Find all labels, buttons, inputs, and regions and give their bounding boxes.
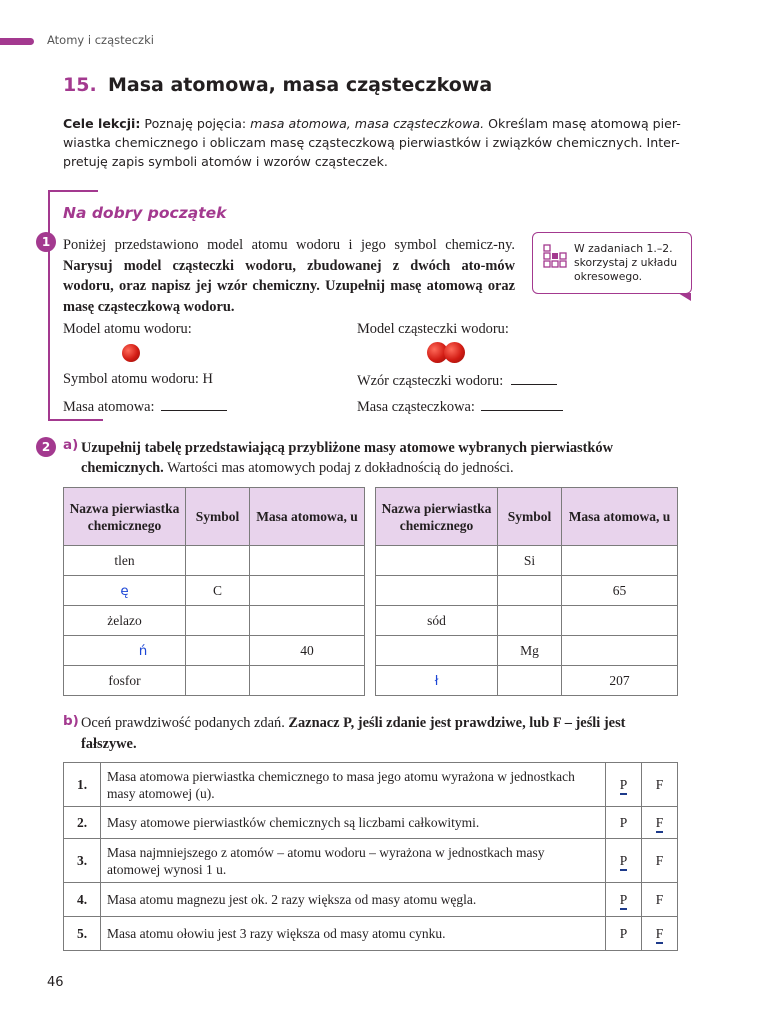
header-mass: Masa atomowa, u	[250, 488, 365, 546]
left-cell-name[interactable]: ń	[64, 636, 186, 666]
right-cell-name[interactable]	[376, 576, 498, 606]
left-cell-name[interactable]: żelazo	[64, 606, 186, 636]
right-cell-symbol[interactable]: Mg	[498, 636, 562, 666]
statement-text: Masa najmniejszego z atomów – atomu wodoru – wyrażona w jednostkach masy atomowej wynosi 1 u.	[101, 839, 606, 883]
formula-label: Wzór cząsteczki wodoru:	[357, 373, 504, 389]
statement-text: Masa atomowa pierwiastka chemicznego to masa jego atomu wyrażona w jednostkach masy atomowej (u).	[101, 763, 606, 807]
statement-option-p[interactable]	[606, 883, 642, 917]
true-false-table	[63, 762, 678, 951]
statement-number: 4.	[64, 883, 101, 917]
atomic-mass-answer-line[interactable]	[161, 397, 227, 411]
statement-row	[64, 807, 678, 839]
statement-text: Masy atomowe pierwiastków chemicznych są liczbami całkowitymi.	[101, 807, 606, 839]
left-cell-mass[interactable]	[250, 576, 365, 606]
right-cell-mass[interactable]	[562, 606, 678, 636]
left-row	[64, 606, 365, 636]
statement-number: 2.	[64, 807, 101, 839]
formula-row	[357, 371, 557, 390]
right-cell-symbol[interactable]	[498, 606, 562, 636]
running-head: Atomy i cząsteczki	[47, 33, 154, 47]
left-cell-mass[interactable]: 40	[250, 636, 365, 666]
right-cell-mass[interactable]	[562, 636, 678, 666]
left-cell-mass[interactable]	[250, 546, 365, 576]
molecular-mass-answer-line[interactable]	[481, 397, 563, 411]
option-f-label: F	[655, 925, 664, 941]
option-f-label: F	[655, 852, 664, 868]
section-frame-bottom	[48, 419, 103, 421]
statement-option-p[interactable]	[606, 807, 642, 839]
right-cell-mass[interactable]	[562, 546, 678, 576]
header-name: Nazwa pierwiastka chemicznego	[376, 488, 498, 546]
model-molecule-label: Model cząsteczki wodoru:	[357, 321, 509, 337]
part-b-label: b)	[63, 713, 79, 729]
part-b-instructions: Oceń prawdziwość podanych zdań. Zaznacz P, jeśli zdanie jest prawdziwe, lub F – jeśli jest fałszywe.	[81, 715, 626, 752]
header-accent-bar	[0, 38, 34, 45]
left-row	[64, 666, 365, 696]
header-name: Nazwa pierwiastka chemicznego	[64, 488, 186, 546]
atomic-mass-table-right	[375, 487, 678, 696]
statement-option-p[interactable]	[606, 763, 642, 807]
option-p-label: P	[619, 776, 628, 792]
left-cell-symbol[interactable]: C	[186, 576, 250, 606]
goals-label: Cele lekcji:	[63, 116, 141, 131]
hydrogen-atom-model	[122, 344, 140, 362]
task-1-instructions: Poniżej przedstawiono model atomu wodoru i jego symbol chemicz-ny. Narysuj model cząsteczki wodoru, zbudowanej z dwóch ato-mów wodoru, oraz napisz jej wzór chemiczny. Uzupełnij masę atomową oraz masę cząsteczkową wodoru.	[63, 237, 515, 315]
model-atom-label: Model atomu wodoru:	[63, 321, 192, 337]
right-cell-symbol[interactable]	[498, 576, 562, 606]
statement-number: 1.	[64, 763, 101, 807]
lesson-title: Masa atomowa, masa cząsteczkowa	[108, 74, 493, 96]
right-cell-name[interactable]: sód	[376, 606, 498, 636]
option-f-label: F	[655, 814, 664, 830]
header-mass: Masa atomowa, u	[562, 488, 678, 546]
atom-symbol-label: Symbol atomu wodoru: H	[63, 371, 213, 387]
right-row	[376, 666, 678, 696]
task-1-badge: 1	[36, 232, 56, 252]
left-cell-name[interactable]: ę	[64, 576, 186, 606]
right-cell-symbol[interactable]	[498, 666, 562, 696]
statement-number: 5.	[64, 917, 101, 951]
left-row	[64, 636, 365, 666]
right-cell-name[interactable]	[376, 546, 498, 576]
header-symbol: Symbol	[186, 488, 250, 546]
right-cell-mass[interactable]: 207	[562, 666, 678, 696]
left-cell-name[interactable]: fosfor	[64, 666, 186, 696]
molecular-mass-label: Masa cząsteczkowa:	[357, 399, 475, 415]
left-cell-mass[interactable]	[250, 606, 365, 636]
option-p-label: P	[619, 925, 628, 941]
lesson-goals	[63, 114, 683, 171]
left-cell-name[interactable]: tlen	[64, 546, 186, 576]
task-2-badge: 2	[36, 437, 56, 457]
right-cell-name[interactable]: ł	[376, 666, 498, 696]
statement-row	[64, 839, 678, 883]
atomic-mass-row	[63, 397, 227, 416]
left-cell-symbol[interactable]	[186, 606, 250, 636]
periodic-table-icon	[543, 244, 571, 273]
statement-row	[64, 763, 678, 807]
section-frame-left	[48, 190, 50, 420]
left-cell-mass[interactable]	[250, 666, 365, 696]
goals-line-3: pretuję zapis symboli atomów i wzorów cząsteczek.	[63, 154, 388, 169]
option-f-label: F	[655, 776, 664, 792]
option-p-label: P	[619, 891, 628, 907]
statement-option-p[interactable]	[606, 917, 642, 951]
part-a-instructions: Uzupełnij tabelę przedstawiającą przybliżone masy atomowe wybranych pierwiastków chemicznych. Wartości mas atomowych podaj z dokładnością do jedności.	[81, 440, 614, 476]
goals-line-2: wiastka chemicznego i obliczam masę cząsteczkową pierwiastków i związków chemicznych. Inter-	[63, 135, 680, 150]
formula-answer-line[interactable]	[511, 371, 557, 385]
right-row	[376, 546, 678, 576]
right-row	[376, 636, 678, 666]
left-row	[64, 576, 365, 606]
statement-option-f[interactable]	[642, 763, 678, 807]
atomic-mass-table-left	[63, 487, 365, 696]
option-p-label: P	[619, 852, 628, 868]
statement-number: 3.	[64, 839, 101, 883]
left-row	[64, 546, 365, 576]
statement-option-f[interactable]	[642, 917, 678, 951]
statement-option-f[interactable]	[642, 883, 678, 917]
right-cell-symbol[interactable]: Si	[498, 546, 562, 576]
goals-line-1: Cele lekcji: Poznaję pojęcia: masa atomowa, masa cząsteczkowa. Określam masę atomową pier-	[63, 116, 681, 131]
right-cell-name[interactable]	[376, 636, 498, 666]
molecule-atom-2	[444, 342, 465, 363]
part-a-label: a)	[63, 437, 79, 453]
page-number: 46	[47, 975, 64, 990]
statement-text: Masa atomu magnezu jest ok. 2 razy większa od masy atomu węgla.	[101, 883, 606, 917]
section-frame-top	[48, 190, 98, 192]
option-f-label: F	[655, 891, 664, 907]
option-p-label: P	[619, 814, 628, 830]
section-title: Na dobry początek	[63, 204, 227, 222]
lesson-number: 15.	[63, 74, 97, 96]
statement-option-f[interactable]	[642, 839, 678, 883]
left-cell-symbol[interactable]	[186, 666, 250, 696]
statement-text: Masa atomu ołowiu jest 3 razy większa od masy atomu cynku.	[101, 917, 606, 951]
header-symbol: Symbol	[498, 488, 562, 546]
left-cell-symbol[interactable]	[186, 636, 250, 666]
statement-row	[64, 883, 678, 917]
statement-option-f[interactable]	[642, 807, 678, 839]
note-arrow-icon	[678, 293, 691, 301]
left-cell-symbol[interactable]	[186, 546, 250, 576]
atomic-mass-label: Masa atomowa:	[63, 399, 155, 415]
molecular-mass-row	[357, 397, 563, 416]
statement-row	[64, 917, 678, 951]
note-text: W zadaniach 1.–2. skorzystaj z układu okresowego.	[574, 242, 678, 283]
statement-option-p[interactable]	[606, 839, 642, 883]
right-row	[376, 606, 678, 636]
right-cell-mass[interactable]: 65	[562, 576, 678, 606]
right-row	[376, 576, 678, 606]
